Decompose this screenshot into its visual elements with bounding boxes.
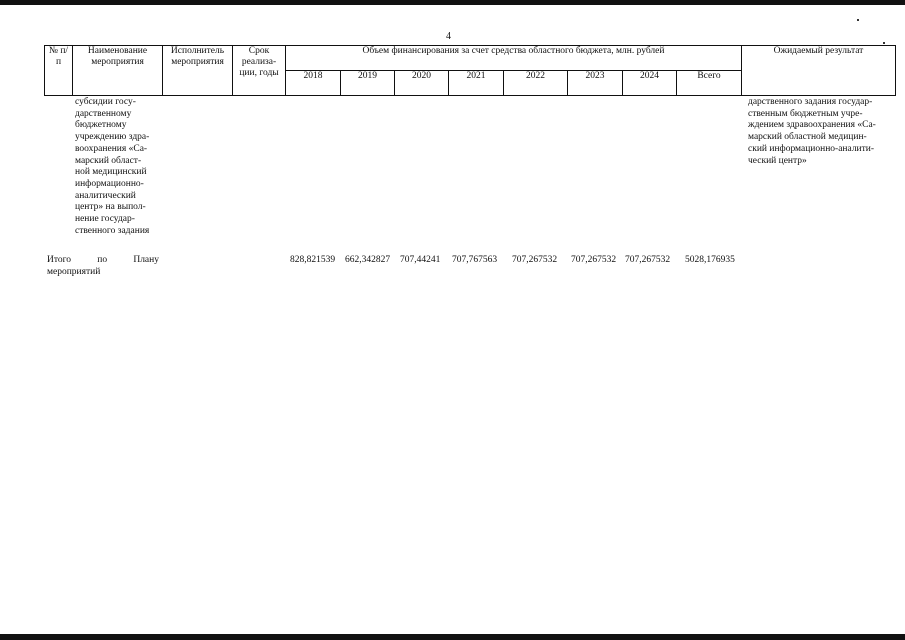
expected-result-line: ческий центр» [748, 155, 807, 166]
total-value-2024: 707,267532 [625, 255, 671, 265]
measure-name-line: учреждению здра- [75, 132, 150, 143]
scan-speck [857, 19, 859, 21]
header-year: 2020 [395, 71, 449, 96]
total-value-2022: 707,267532 [512, 255, 558, 265]
total-value-2018: 828,821539 [290, 255, 336, 265]
total-label: Итого по Плану мероприятий [47, 255, 159, 277]
measure-name-line: марский област- [75, 155, 142, 166]
measure-name-cell [75, 97, 159, 237]
header-year: 2021 [449, 71, 504, 96]
header-num: № п/п [45, 46, 73, 96]
header-term: Срок реализа- ции, годы [233, 46, 286, 96]
total-value-2019: 662,342827 [345, 255, 391, 265]
measure-name-line: нение государ- [75, 214, 135, 225]
expected-result-line: марский областной медицин- [748, 132, 867, 143]
expected-result-line: ждением здравоохранения «Са- [748, 120, 876, 131]
header-year: 2024 [623, 71, 677, 96]
scan-bottom-edge [0, 634, 905, 640]
expected-result-line: ственным бюджетным учре- [748, 108, 863, 119]
measure-name-line: дарственному [75, 108, 132, 119]
expected-result-cell [748, 97, 894, 167]
total-value-2020: 707,44241 [400, 255, 441, 265]
measure-name-line: центр» на выпол- [75, 202, 146, 213]
expected-result-line: дарственного задания государ- [748, 97, 873, 107]
total-value-all: 5028,176935 [685, 255, 735, 265]
header-executor: Исполнитель мероприятия [163, 46, 233, 96]
expected-result-line: ский информационно-аналити- [748, 143, 875, 154]
measure-name-line: бюджетному [75, 120, 127, 131]
measure-name-line: информационно- [75, 178, 144, 189]
total-value-2023: 707,267532 [571, 255, 617, 265]
header-total: Всего [677, 71, 742, 96]
header-year: 2023 [568, 71, 623, 96]
financing-table-header [44, 45, 896, 96]
header-result: Ожидаемый результат [742, 46, 896, 96]
header-year: 2019 [341, 71, 395, 96]
measure-name-line: субсидии госу- [75, 97, 136, 107]
header-financing: Объем финансирования за счет средства областного бюджета, млн. рублей [286, 46, 742, 71]
scan-top-edge [0, 0, 905, 5]
measure-name-line: ственного задания [75, 225, 150, 236]
scan-speck [883, 42, 885, 44]
measure-name-line: воохранения «Са- [75, 143, 148, 154]
header-year: 2022 [504, 71, 568, 96]
total-value-2021: 707,767563 [452, 255, 498, 265]
page-number: 4 [446, 31, 451, 42]
measure-name-line: ной медицинский [75, 167, 147, 178]
header-year: 2018 [286, 71, 341, 96]
measure-name-line: аналитический [75, 190, 136, 201]
header-name: Наименование мероприятия [73, 46, 163, 96]
